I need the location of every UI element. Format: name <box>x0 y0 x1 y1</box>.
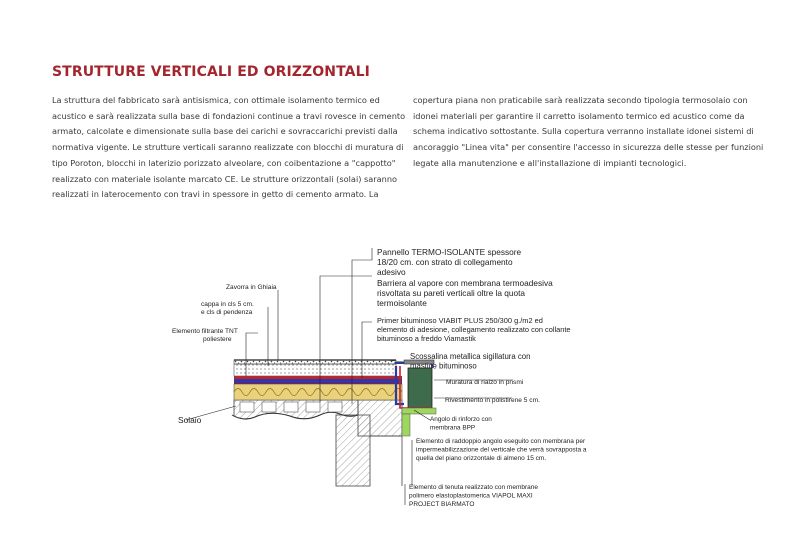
label-tnt: Elemento filtrante TNT poliestere <box>172 328 238 343</box>
label-solaio: Solaio <box>178 415 202 425</box>
text-line: ancoraggio "Linea vita" per consentire l'accesso in sicurezza delle stesse per funzioni <box>413 142 764 153</box>
text-line: realizzato con materiale isolante marcato CE. Le strutture orizzontali (solai) saranno <box>52 173 398 184</box>
label-muratura: Muratura di rialzo in prismi <box>446 379 524 386</box>
text-line: idonei materiali per garantire il carretto isolamento termico ed acustico come da <box>413 110 745 121</box>
text-line: tipo Poroton, blocchi in laterizio porizzato alveolare, con coibentazione a "cappotto" <box>52 157 396 168</box>
text-line: armato, calcolate e dimensionate sulla base dei carichi e sovraccarichi previsti dalla <box>52 126 398 137</box>
text-line: schema indicativo sottostante. Sulla copertura verranno installate idonei sistemi di <box>413 126 754 137</box>
text-line: normativa vigente. Le strutture verticali saranno realizzate con blocchi di muratura di <box>52 142 404 153</box>
label-pannello: Pannello TERMO-ISOLANTE spessore 18/20 cm. con strato di collegamento adesivo <box>377 247 522 277</box>
label-barriera: Barriera al vapore con membrana termoadesiva risvoltata su pareti verticali oltre la quota termoisolante <box>377 278 553 308</box>
text-line: acustico e sarà realizzata sulla base di fondazioni continue a travi rovesce in cemento <box>52 110 406 121</box>
text-line: legate alla manutenzione e all'installazione di impianti tecnologici. <box>413 157 687 168</box>
label-tenuta: Elemento di tenuta realizzato con membrane polimero elastoplastomerica VIAPOL MAXI PROJECT BIARMATO <box>409 484 538 508</box>
page-title: STRUTTURE VERTICALI ED ORIZZONTALI <box>52 64 370 80</box>
label-raddoppio: Elemento di raddoppio angolo eseguito con membrana per impermeabilizzazione del verticale che verrà sovrapposta a quella del piano orizzontale di almeno 15 cm. <box>416 438 587 462</box>
label-zavorra: Zavorra in Ghiaia <box>226 284 277 291</box>
insulation-layer <box>234 384 402 400</box>
label-primer: Primer bituminoso VIABIT PLUS 250/300 g./m2 ed elemento di adesione, collegamento realizzato con collante bituminoso a freddo Viamastik <box>377 316 571 343</box>
label-rivestimento: Rivestimento in polistirene 5 cm. <box>445 397 540 404</box>
label-angolo: Angolo di rinforzo con membrana BPP <box>430 416 492 432</box>
text-line: copertura piana non praticabile sarà realizzata secondo tipologia termosolaio con <box>413 95 748 105</box>
membrane-layers <box>234 376 402 384</box>
label-scossalina: Scossalina metallica sigillatura con mastice bituminoso <box>410 352 531 371</box>
label-cappa: cappa in cls 5 cm. e cls di pendenza <box>201 301 254 316</box>
text-line: La struttura del fabbricato sarà antisismica, con ottimale isolamento termico ed <box>52 95 380 105</box>
gravel-ballast <box>234 360 396 376</box>
text-line: realizzati in laterocemento con travi in spessore in getto di cemento armato. La <box>52 189 379 200</box>
